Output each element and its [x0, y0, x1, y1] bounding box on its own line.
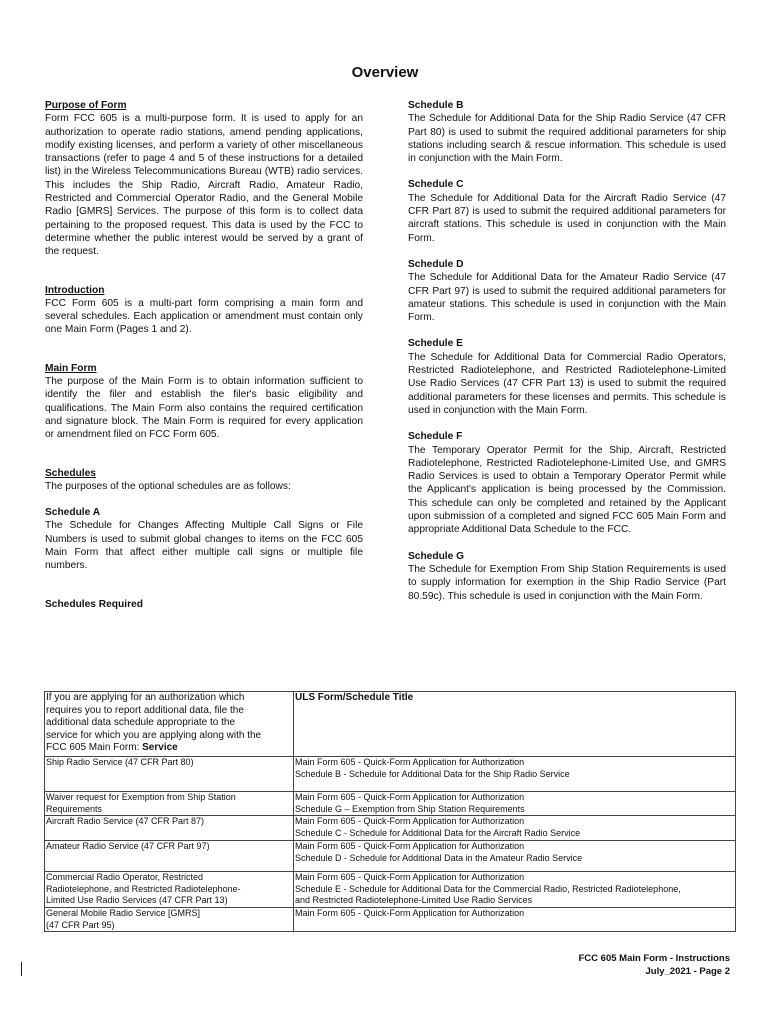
footer-page-number: July_2021 - Page 2: [645, 966, 730, 977]
schedule-e-section: [408, 337, 726, 417]
schedule-f-text: The Temporary Operator Permit for the Ship, Aircraft, Restricted Radiotelephone, Restricted Radiotelephone-Limited Use, and GMRS Radio Services is used to obtain a Temporary Operator Permit while the Applicant's application is being processed by the Commission. This schedule can only be completed and retained by the Applicant upon submission of a completed and signed FCC 605 Main Form and appropriate Additional Data Schedule to the FCC.: [408, 444, 726, 536]
form-text: Main Form 605 - Quick-Form Application for Authorization: [295, 872, 525, 883]
schedule-e-text: The Schedule for Additional Data for Commercial Radio Operators, Restricted Radiotelephone, and Restricted Radiotelephone-Limited Use Radio Services (47 CFR Part 13) is used to submit the required additional parameters for these licenses and permits. This schedule is used in conjunction with the Main Form.: [408, 351, 726, 416]
footer-form-title: FCC 605 Main Form - Instructions: [578, 953, 730, 964]
form-text: Main Form 605 - Quick-Form Application for Authorization: [295, 757, 525, 767]
page-footer: [560, 952, 730, 978]
form-text: Main Form 605 - Quick-Form Application for Authorization: [295, 907, 525, 918]
schedule-b-section: [408, 99, 726, 165]
table-header-service: [45, 692, 294, 757]
service-text: Limited Use Radio Services (47 CFR Part 13): [46, 895, 228, 906]
table-row: [45, 757, 736, 792]
purpose-heading: Purpose of Form: [45, 100, 127, 111]
schedule-c-section: [408, 178, 726, 244]
table-row: [45, 907, 736, 931]
schedule-c-text: The Schedule for Additional Data for the Aircraft Radio Service (47 CFR Part 87) is used to submit the required additional parameters for aircraft stations. This schedule is used in conjunction with the Main Form.: [408, 192, 726, 244]
form-text: Schedule D - Schedule for Additional Data in the Amateur Radio Service: [295, 852, 583, 863]
schedules-heading: Schedules: [45, 467, 96, 479]
table-header-row: [45, 692, 736, 757]
row-service-cell: [45, 841, 294, 872]
schedule-g-section: [408, 550, 726, 603]
schedule-a-section: [45, 506, 363, 572]
schedule-d-section: [408, 258, 726, 324]
left-column: [45, 99, 363, 611]
schedule-f-section: [408, 430, 726, 536]
service-text: Waiver request for Exemption from Ship Station: [46, 792, 236, 802]
form-text: and Restricted Radiotelephone-Limited Use Radio Services: [295, 895, 533, 906]
schedule-b-text: The Schedule for Additional Data for the Ship Radio Service (47 CFR Part 80) is used to submit the required additional parameters for ship stations including search & rescue information. This schedule is used in conjunction with the Main Form.: [408, 113, 726, 165]
purpose-section: [45, 99, 363, 259]
service-text: Amateur Radio Service (47 CFR Part 97): [46, 841, 210, 852]
row-forms-cell: [294, 757, 736, 792]
header-line: If you are applying for an authorization which: [46, 692, 245, 703]
introduction-text: FCC Form 605 is a multi-part form comprising a main form and several schedules. Each application or amendment must contain only one Main Form (Pages 1 and 2).: [45, 297, 363, 336]
page-title: Overview: [351, 64, 419, 81]
schedules-required-table: [44, 691, 736, 932]
main-form-heading: Main Form: [45, 362, 97, 374]
row-service-cell: [45, 792, 294, 816]
schedules-required-heading: Schedules Required: [45, 598, 143, 610]
form-text: Main Form 605 - Quick-Form Application for Authorization: [295, 816, 525, 827]
row-service-cell: [45, 757, 294, 792]
schedules-text: The purposes of the optional schedules are as follows:: [45, 480, 291, 492]
table-row: [45, 872, 736, 908]
purpose-text: Form FCC 605 is a multi-purpose form. It is used to apply for an authorization to operate radio stations, amend pending applications, modify existing licenses, and perform a variety of other miscellaneous transactions (refer to page 4 and 5 of these instructions for a detailed list) in the Wireless Telecommunications Bureau (WTB) radio services. This includes the Ship Radio, Aircraft Radio, Amateur Radio, Restricted and Commercial Operator Radio, and the General Mobile Radio [GMRS] Services. The purpose of this form is to collect data pertaining to the proposed request. This data is used by the FCC to determine whether the public interest would be served by a grant of the request.: [45, 113, 363, 258]
row-forms-cell: [294, 872, 736, 908]
table-row: [45, 792, 736, 816]
service-text: General Mobile Radio Service [GMRS]: [46, 907, 201, 918]
table-row: [45, 816, 736, 841]
row-forms-cell: [294, 792, 736, 816]
main-form-section: [45, 362, 363, 442]
service-text: Requirements: [46, 803, 103, 814]
schedules-section: [45, 467, 363, 494]
form-text: Schedule G – Exemption from Ship Station Requirements: [295, 803, 525, 814]
margin-mark: [21, 962, 22, 976]
schedule-f-heading: Schedule F: [408, 431, 463, 443]
service-text: Commercial Radio Operator, Restricted: [46, 872, 204, 883]
main-form-text: The purpose of the Main Form is to obtain information sufficient to identify the filer and establish the filer's basic eligibility and qualifications. The Main Form also contains the required certification and signature block. The Main Form is required for every application or amendment filed on FCC Form 605.: [45, 376, 363, 441]
introduction-heading: Introduction: [45, 284, 105, 296]
service-text: (47 CFR Part 95): [46, 919, 115, 930]
row-service-cell: [45, 872, 294, 908]
row-forms-cell: [294, 907, 736, 931]
row-forms-cell: [294, 816, 736, 841]
form-text: Schedule C - Schedule for Additional Data for the Aircraft Radio Service: [295, 827, 581, 838]
service-text: Ship Radio Service (47 CFR Part 80): [46, 757, 194, 767]
schedule-g-heading: Schedule G: [408, 550, 465, 562]
form-text: Schedule B - Schedule for Additional Data for the Ship Radio Service: [295, 768, 570, 779]
service-text: Aircraft Radio Service (47 CFR Part 87): [46, 816, 205, 827]
table-header-title: ULS Form/Schedule Title: [294, 692, 736, 757]
form-text: Schedule E - Schedule for Additional Data for the Commercial Radio, Restricted Radiotelephone,: [295, 883, 681, 894]
header-line: service for which you are applying along with the: [46, 729, 262, 741]
row-forms-cell: [294, 841, 736, 872]
row-service-cell: [45, 907, 294, 931]
schedule-a-heading: Schedule A: [45, 507, 101, 519]
schedule-d-heading: Schedule D: [408, 258, 464, 270]
header-last-text: FCC 605 Main Form:: [46, 742, 140, 754]
service-text: Radiotelephone, and Restricted Radiotelephone-: [46, 883, 241, 894]
header-line: requires you to report additional data, file the: [46, 704, 244, 716]
right-column: [408, 99, 726, 603]
schedule-e-heading: Schedule E: [408, 338, 463, 350]
schedule-b-heading: Schedule B: [408, 100, 464, 111]
schedule-d-text: The Schedule for Additional Data for the Amateur Radio Service (47 CFR Part 97) is used to submit the required additional parameters for amateur stations. This schedule is used in conjunction with the Main Form.: [408, 272, 726, 324]
table-row: [45, 841, 736, 872]
schedule-a-text: The Schedule for Changes Affecting Multiple Call Signs or File Numbers is used to submit global changes to items on the FCC 605 Main Form that affect either multiple call signs or multiple file numbers.: [45, 520, 363, 572]
introduction-section: [45, 284, 363, 337]
header-line: [46, 742, 292, 755]
row-service-cell: [45, 816, 294, 841]
form-text: Main Form 605 - Quick-Form Application for Authorization: [295, 841, 525, 852]
header-service-label: Service: [142, 742, 178, 754]
header-line: additional data schedule appropriate to the: [46, 717, 236, 729]
form-text: Main Form 605 - Quick-Form Application for Authorization: [295, 792, 525, 802]
schedule-g-text: The Schedule for Exemption From Ship Station Requirements is used to supply information for exemption in the Ship Radio Service (Part 80.59c). This schedule is used in conjunction with the Main Form.: [408, 563, 726, 602]
schedule-c-heading: Schedule C: [408, 179, 464, 191]
